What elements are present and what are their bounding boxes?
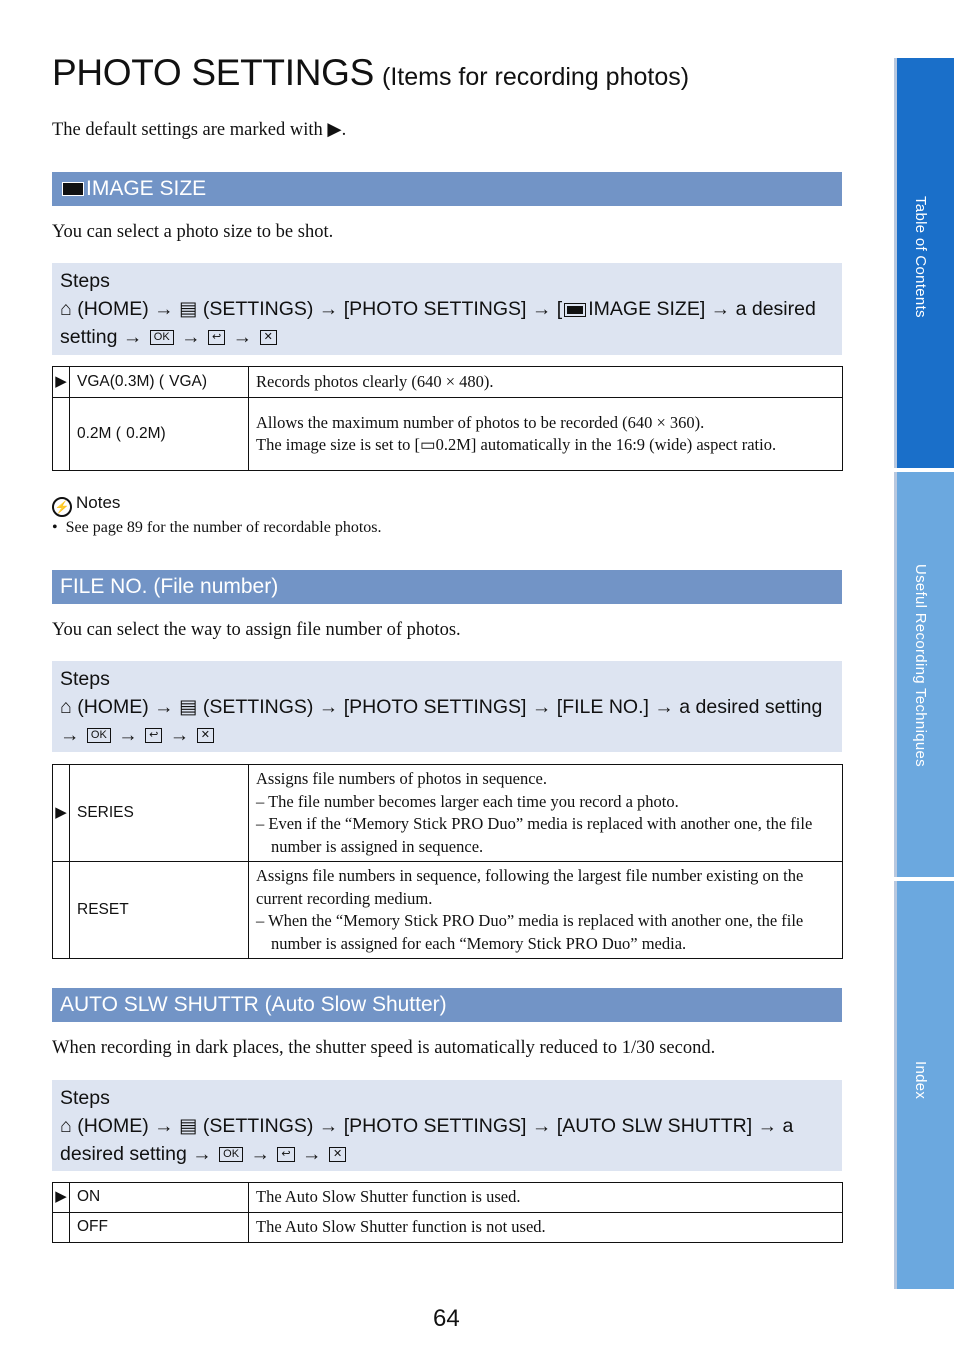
steps-line: desired setting → OK → ↩ → ✕ xyxy=(60,1140,834,1168)
option-desc-line: The Auto Slow Shutter function is used. xyxy=(256,1187,521,1207)
ok-button: OK xyxy=(219,1147,243,1162)
steps-text: IMAGE SIZE] → a desired xyxy=(588,298,816,320)
section-description: When recording in dark places, the shutter speed is automatically reduced to 1/30 second. xyxy=(52,1038,716,1058)
steps-text: (SETTINGS) → [PHOTO SETTINGS] → [FILE NO.] → a desired setting xyxy=(202,696,823,718)
home-icon: ⌂ xyxy=(60,1115,72,1137)
page-title xyxy=(52,52,689,94)
section-heading-image-size xyxy=(52,172,842,206)
option-description xyxy=(249,862,843,959)
steps-text: (HOME) → xyxy=(77,696,180,718)
page-title-main: PHOTO SETTINGS xyxy=(52,52,374,93)
option-name: OFF xyxy=(70,1213,249,1243)
section-description: You can select the way to assign file number of photos. xyxy=(52,620,461,640)
steps-text: → xyxy=(60,724,85,746)
table-row xyxy=(53,765,843,862)
tab-label: Index xyxy=(912,1061,929,1100)
steps-label: Steps xyxy=(60,668,110,690)
table-row xyxy=(53,367,843,398)
image-size-icon xyxy=(62,182,84,196)
ok-button: OK xyxy=(87,728,111,743)
table-row xyxy=(53,862,843,959)
steps-line xyxy=(60,295,834,323)
note-text: See page 89 for the number of recordable photos. xyxy=(65,519,382,536)
steps-label: Steps xyxy=(60,1087,110,1109)
tab-table-of-contents[interactable] xyxy=(894,58,954,468)
option-desc-line: The Auto Slow Shutter function is not used. xyxy=(256,1217,546,1237)
section-description: You can select a photo size to be shot. xyxy=(52,222,334,242)
tab-useful-recording-techniques[interactable] xyxy=(894,472,954,877)
settings-icon: ▤ xyxy=(179,1115,198,1137)
option-description xyxy=(249,367,843,398)
return-button: ↩ xyxy=(277,1147,294,1162)
table-row xyxy=(53,398,843,471)
settings-icon: ▤ xyxy=(179,298,198,320)
page-title-sub: (Items for recording photos) xyxy=(382,63,690,91)
table-row xyxy=(53,1183,843,1213)
options-table-auto-slow-shutter xyxy=(52,1182,843,1243)
options-table-file-no xyxy=(52,764,843,959)
steps-text: (HOME) → xyxy=(77,298,180,320)
steps-line: → OK → ↩ → ✕ xyxy=(60,721,834,749)
notes-icon: ⚡ xyxy=(52,497,72,517)
ok-button: OK xyxy=(150,330,174,345)
default-marker-icon xyxy=(53,862,70,959)
section-heading-auto-slow-shutter: AUTO SLW SHUTTR (Auto Slow Shutter) xyxy=(52,988,842,1022)
settings-icon: ▤ xyxy=(179,696,198,718)
notes-heading xyxy=(52,493,120,517)
steps-line xyxy=(60,693,834,721)
option-desc-line: – The file number becomes larger each time you record a photo. xyxy=(256,791,679,811)
option-name: SERIES xyxy=(70,765,249,862)
close-button: ✕ xyxy=(260,330,277,345)
default-marker-icon: ▶ xyxy=(53,765,70,862)
intro-text: The default settings are marked with ▶. xyxy=(52,120,347,140)
option-desc-line: – Even if the “Memory Stick PRO Duo” media is replaced with another one, the file number is assigned in sequence. xyxy=(256,814,813,856)
option-description xyxy=(249,398,843,471)
steps-line xyxy=(60,1112,834,1140)
option-name: ON xyxy=(70,1183,249,1213)
option-desc-line: Assigns file numbers of photos in sequence. xyxy=(256,769,547,788)
default-marker-icon: ▶ xyxy=(53,367,70,398)
page-number: 64 xyxy=(433,1305,460,1332)
steps-text: desired setting → xyxy=(60,1143,218,1165)
option-name: RESET xyxy=(70,862,249,959)
default-marker-icon xyxy=(53,1213,70,1243)
section-heading-label: IMAGE SIZE xyxy=(86,177,207,200)
return-button: ↩ xyxy=(208,330,225,345)
option-name: 0.2M ( 0.2M) xyxy=(70,398,249,471)
note-item: • See page 89 for the number of recordable photos. xyxy=(52,519,382,536)
tab-label: Useful Recording Techniques xyxy=(912,564,929,767)
close-button: ✕ xyxy=(329,1147,346,1162)
steps-text: (HOME) → xyxy=(77,1115,180,1137)
steps-box xyxy=(52,263,842,355)
option-description xyxy=(249,1213,843,1243)
image-size-icon xyxy=(564,303,586,317)
steps-line: setting → OK → ↩ → ✕ xyxy=(60,323,834,351)
option-desc-line: Allows the maximum number of photos to be recorded (640 × 360). xyxy=(256,412,705,432)
tab-index[interactable] xyxy=(894,881,954,1289)
steps-label: Steps xyxy=(60,270,110,292)
default-marker-icon xyxy=(53,398,70,471)
steps-box xyxy=(52,661,842,752)
notes-heading-label: Notes xyxy=(76,493,121,512)
close-button: ✕ xyxy=(197,728,214,743)
section-heading-file-no: FILE NO. (File number) xyxy=(52,570,842,604)
steps-text: (SETTINGS) → [PHOTO SETTINGS] → [ xyxy=(202,298,563,320)
steps-text: (SETTINGS) → [PHOTO SETTINGS] → [AUTO SLW SHUTTR] → a xyxy=(202,1115,794,1137)
options-table-image-size xyxy=(52,366,843,471)
tab-label: Table of Contents xyxy=(912,196,929,318)
return-button: ↩ xyxy=(145,728,162,743)
table-row xyxy=(53,1213,843,1243)
home-icon: ⌂ xyxy=(60,298,72,320)
option-desc-line: – When the “Memory Stick PRO Duo” media is replaced with another one, the file number is assigned for each “Memory Stick PRO Duo” media. xyxy=(256,911,804,953)
option-desc-line: The image size is set to [▭0.2M] automatically in the 16:9 (wide) aspect ratio. xyxy=(256,435,777,454)
option-description xyxy=(249,765,843,862)
option-desc-line: Records photos clearly (640 × 480). xyxy=(256,371,494,391)
home-icon: ⌂ xyxy=(60,696,72,718)
option-name: VGA(0.3M) ( VGA) xyxy=(70,367,249,398)
steps-text: setting → xyxy=(60,326,148,348)
default-marker-icon: ▶ xyxy=(53,1183,70,1213)
steps-box xyxy=(52,1080,842,1171)
option-desc-line: Assigns file numbers in sequence, following the largest file number existing on the current recording medium. xyxy=(256,866,804,908)
option-description xyxy=(249,1183,843,1213)
